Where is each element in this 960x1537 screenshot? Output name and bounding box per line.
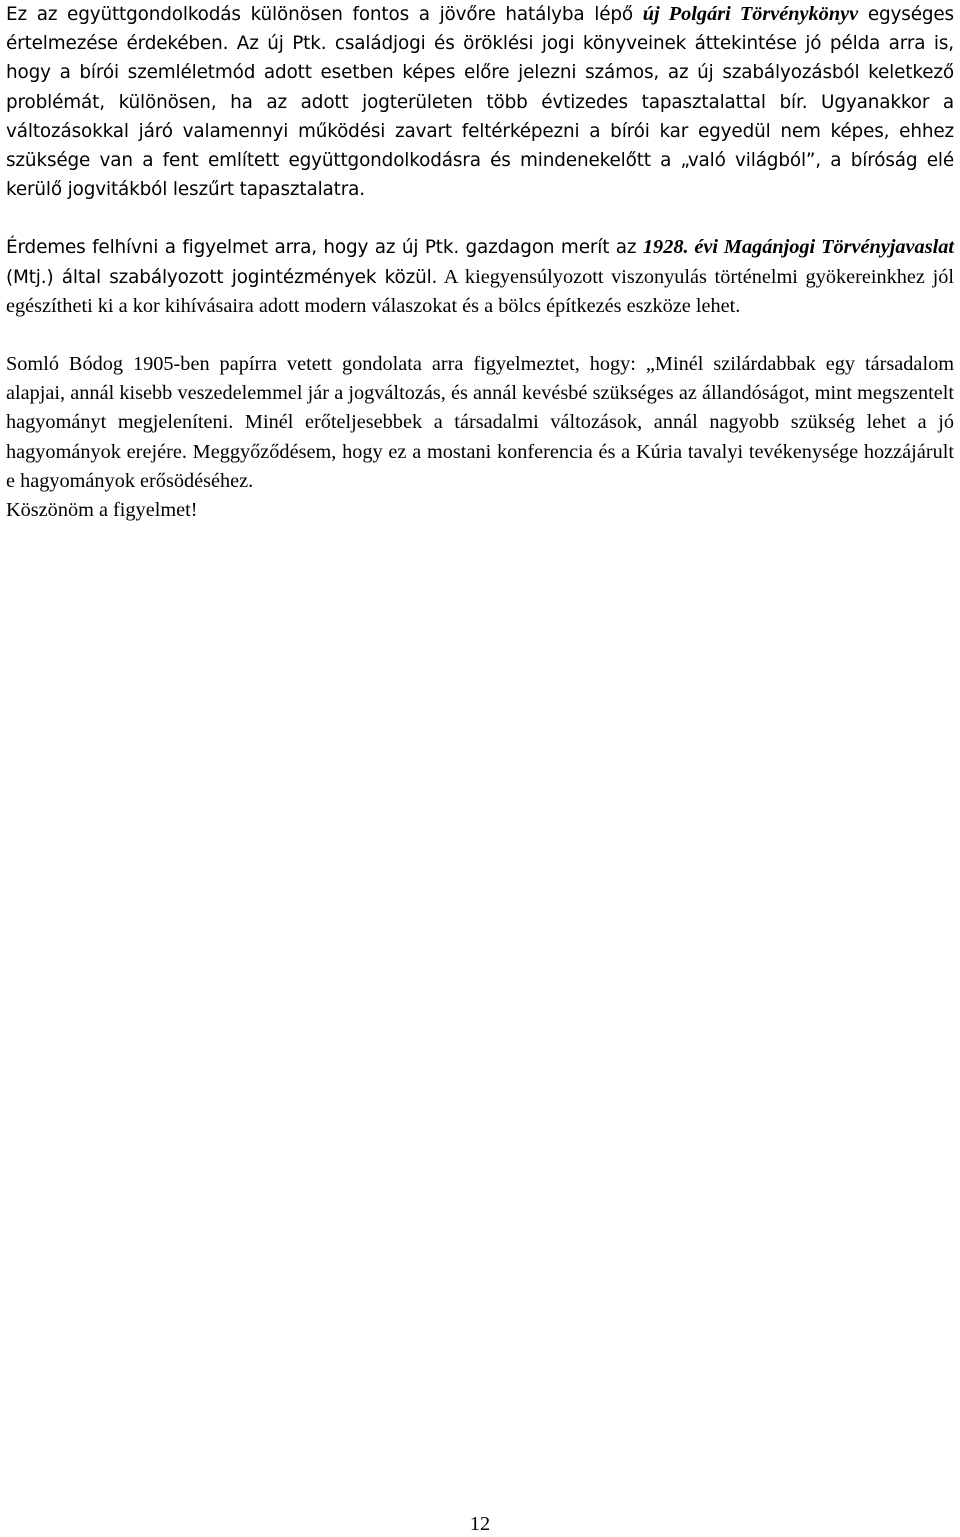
document-page bbox=[6, 0, 954, 525]
paragraph-spacer bbox=[6, 321, 954, 350]
paragraph-text: A kiegyensúlyozott viszonyulás történelmi gyökereinkhez jól egészítheti ki a kor kihívásaira adott modern válaszokat és a bölcs építkezés eszköze lehet. bbox=[6, 265, 954, 317]
paragraph-ptk-interpretation bbox=[6, 0, 954, 204]
emphasis-draft-law: 1928. évi Magánjogi Törvényjavaslat bbox=[642, 236, 954, 259]
paragraph-text: (Mtj.) által szabályozott jogintézmények közül. bbox=[6, 266, 438, 288]
paragraph-text: Ez az együttgondolkodás különösen fontos a jövőre hatályba lépő bbox=[6, 4, 643, 25]
paragraph-text: Érdemes felhívni a figyelmet arra, hogy az új Ptk. gazdagon merít az bbox=[6, 237, 643, 259]
paragraph-text: Ugyanakkor a változásokkal járó valamennyi működési zavart feltérképezni a bírói kar egyedül nem képes, ehhez szüksége van a fent említett együttgondolkodásra és mindenekelőtt a „való világból”, a bíróság elé kerülő jogvitákból leszűrt tapasztalatra. bbox=[6, 91, 954, 201]
emphasis-civil-code: új Polgári Törvénykönyv bbox=[642, 3, 859, 25]
page-number: 12 bbox=[469, 1513, 491, 1535]
paragraph-somlo-quote: Somló Bódog 1905-ben papírra vetett gondolata arra figyelmeztet, hogy: „Minél szilárdabbak egy társadalom alapjai, annál kisebb veszedelemmel jár a jogváltozás, és annál kevésbé szükséges az állandóságot, mint megszentelt hagyományt megjeleníteni. Minél erőteljesebbek a társadalmi változások, annál nagyobb szükség lehet a jó hagyományok erejére. Meggyőződésem, hogy ez a mostani konferencia és a Kúria tavalyi tevékenysége hozzájárult e hagyományok erősödéséhez. bbox=[6, 353, 954, 492]
closing-line: Köszönöm a figyelmet! bbox=[6, 499, 198, 522]
paragraph-spacer bbox=[6, 204, 954, 233]
paragraph-text: egységes értelmezése érdekében. Az új Ptk. bbox=[6, 4, 954, 55]
paragraph-mtj-reference bbox=[6, 233, 954, 321]
paragraph-text: családjogi és öröklési jogi könyveinek áttekintése jó példa arra is, hogy a bírói szemléletmód adott esetben képes előre jelezni számos, az új szabályozásból keletkező problémát, különösen, ha az adott jogterületen több évtizedes tapasztalattal bír. bbox=[6, 33, 954, 113]
